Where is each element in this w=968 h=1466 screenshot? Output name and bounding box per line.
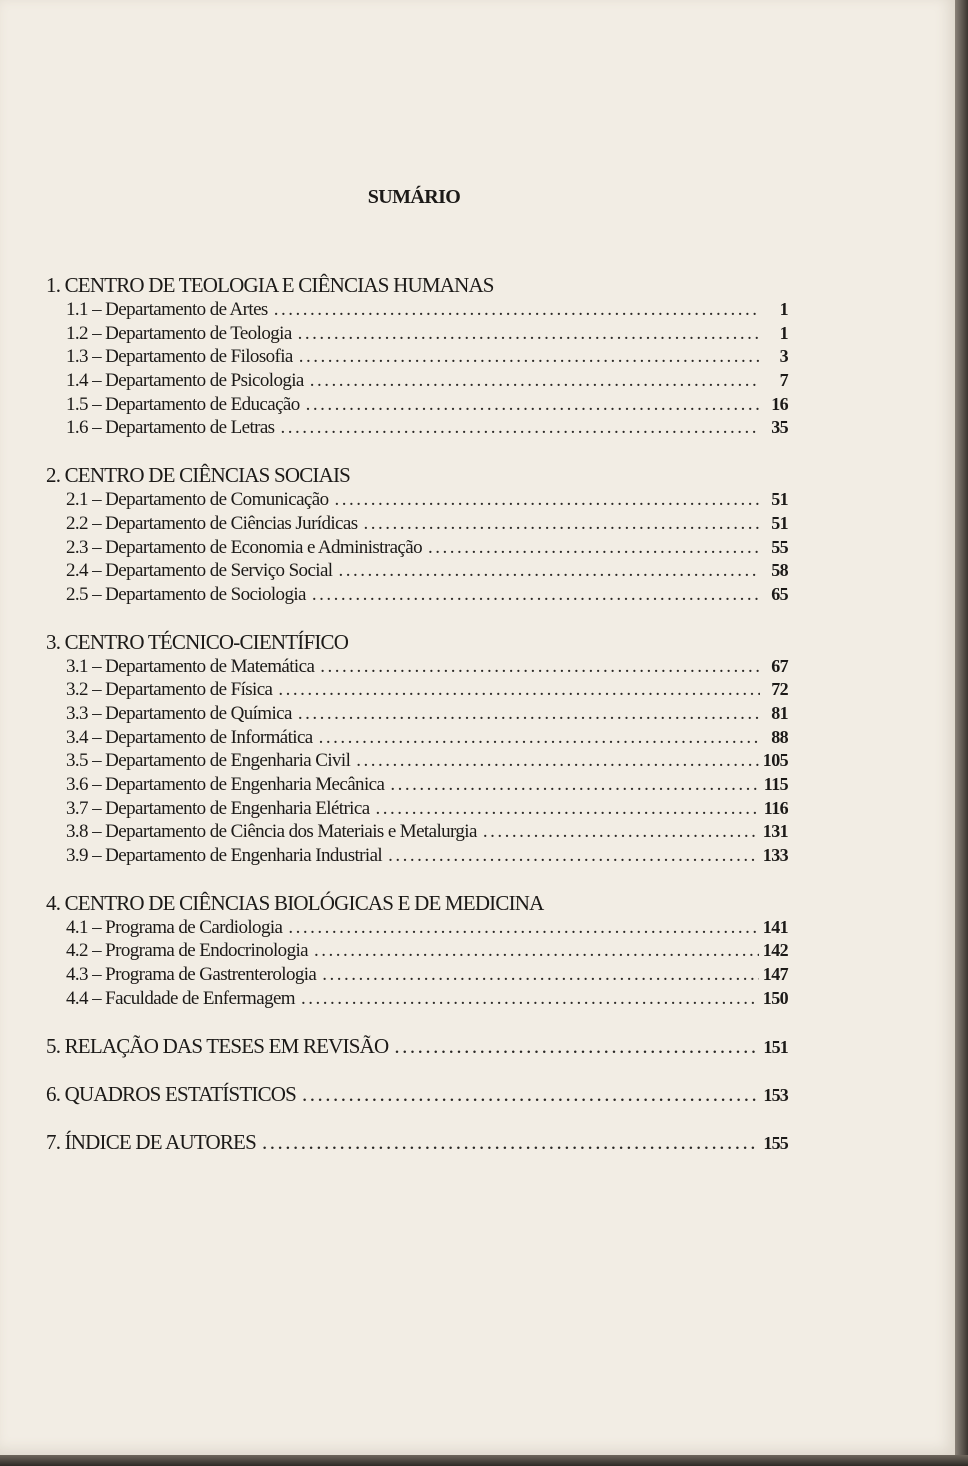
page-title: SUMÁRIO xyxy=(367,186,461,208)
entry-label: 2.2 – Departamento de Ciências Jurídicas xyxy=(66,512,358,534)
dot-leader xyxy=(262,1129,759,1155)
entry-page-number: 155 xyxy=(763,1132,788,1153)
toc-entry xyxy=(46,797,788,821)
dot-leader xyxy=(428,536,760,560)
entry-page-number: 51 xyxy=(771,489,788,510)
toc-entry xyxy=(46,1081,788,1107)
entry-label: 2.5 – Departamento de Sociologia xyxy=(66,583,306,605)
entry-label: 4.3 – Programa de Gastrenterologia xyxy=(66,964,317,986)
page-edge-right xyxy=(955,0,968,1466)
toc-entry xyxy=(46,416,788,440)
entry-page-number: 88 xyxy=(771,726,788,747)
dot-leader xyxy=(319,726,760,750)
toc-section xyxy=(46,1129,788,1155)
toc-entry xyxy=(46,345,788,369)
toc-entry xyxy=(46,773,788,797)
entry-page-number: 142 xyxy=(762,940,788,961)
toc-section xyxy=(46,272,788,440)
dot-leader xyxy=(334,488,760,512)
toc-entry xyxy=(46,369,788,393)
dot-leader xyxy=(320,655,760,679)
toc-section xyxy=(46,890,788,1011)
dot-leader xyxy=(322,963,759,987)
dot-leader xyxy=(302,1081,759,1107)
dot-leader xyxy=(288,916,758,940)
entry-page-number: 3 xyxy=(779,346,788,367)
entry-label: 3.3 – Departamento de Química xyxy=(66,702,292,724)
toc-entry xyxy=(46,559,788,583)
entry-page-number: 51 xyxy=(771,512,788,533)
entry-label: 2.4 – Departamento de Serviço Social xyxy=(66,560,333,582)
entry-label: 4.2 – Programa de Endocrinologia xyxy=(66,940,308,962)
dot-leader xyxy=(483,820,759,844)
toc-entry xyxy=(46,322,788,346)
toc-entry xyxy=(46,488,788,512)
toc-section xyxy=(46,462,788,606)
entry-label: 3.5 – Departamento de Engenharia Civil xyxy=(66,750,351,772)
section-heading: 4. CENTRO DE CIÊNCIAS BIOLÓGICAS E DE MEDICINA xyxy=(46,890,544,915)
entry-label: 3.7 – Departamento de Engenharia Elétrica xyxy=(66,797,370,819)
toc-entry xyxy=(46,963,788,987)
entry-page-number: 1 xyxy=(779,299,788,319)
entry-page-number: 16 xyxy=(771,393,788,414)
dot-leader xyxy=(278,678,760,702)
entry-page-number: 153 xyxy=(763,1084,788,1105)
toc-entry xyxy=(46,655,788,679)
dot-leader xyxy=(312,583,760,607)
section-heading: 2. CENTRO DE CIÊNCIAS SOCIAIS xyxy=(46,463,351,488)
entry-page-number: 115 xyxy=(763,774,788,794)
dot-leader xyxy=(310,369,760,393)
entry-page-number: 150 xyxy=(762,987,788,1008)
entry-label: 7. ÍNDICE DE AUTORES xyxy=(46,1129,256,1154)
toc-entry xyxy=(46,726,788,750)
toc-entry xyxy=(46,844,788,868)
dot-leader xyxy=(314,939,759,963)
table-of-contents xyxy=(46,272,788,1177)
toc-section xyxy=(46,1033,788,1059)
toc-entry xyxy=(46,583,788,607)
entry-label: 1.2 – Departamento de Teologia xyxy=(66,322,292,344)
entry-page-number: 55 xyxy=(771,536,788,557)
toc-entry xyxy=(46,1129,788,1155)
entry-page-number: 151 xyxy=(763,1036,788,1057)
entry-page-number: 72 xyxy=(771,679,788,700)
entry-label: 1.4 – Departamento de Psicologia xyxy=(66,370,304,392)
entry-page-number: 131 xyxy=(762,821,788,842)
toc-entry xyxy=(46,916,788,940)
toc-entry xyxy=(46,987,788,1011)
dot-leader xyxy=(388,844,759,868)
entry-label: 1.3 – Departamento de Filosofia xyxy=(66,346,293,368)
toc-entry xyxy=(46,678,788,702)
toc-entry xyxy=(46,298,788,322)
entry-label: 3.2 – Departamento de Física xyxy=(66,679,273,701)
section-heading: 1. CENTRO DE TEOLOGIA E CIÊNCIAS HUMANAS xyxy=(46,273,494,297)
dot-leader xyxy=(338,559,760,583)
dot-leader xyxy=(274,298,760,322)
entry-page-number: 35 xyxy=(771,417,788,438)
entry-page-number: 65 xyxy=(771,583,788,604)
dot-leader xyxy=(299,345,760,369)
entry-label: 1.6 – Departamento de Letras xyxy=(66,417,275,439)
entry-label: 3.1 – Departamento de Matemática xyxy=(66,655,315,677)
entry-label: 2.3 – Departamento de Economia e Administração xyxy=(66,536,422,558)
dot-leader xyxy=(306,393,760,417)
entry-page-number: 105 xyxy=(762,750,788,771)
entry-page-number: 67 xyxy=(771,655,788,676)
dot-leader xyxy=(376,797,760,821)
entry-label: 6. QUADROS ESTATÍSTICOS xyxy=(46,1081,297,1106)
entry-label: 2.1 – Departamento de Comunicação xyxy=(66,489,329,511)
entry-page-number: 133 xyxy=(762,845,788,866)
entry-label: 3.8 – Departamento de Ciência dos Materiais e Metalurgia xyxy=(66,821,477,843)
toc-entry xyxy=(46,536,788,560)
entry-label: 3.9 – Departamento de Engenharia Industrial xyxy=(66,845,383,867)
dot-leader xyxy=(390,773,759,797)
dot-leader xyxy=(356,749,759,773)
entry-page-number: 1 xyxy=(779,322,788,343)
entry-page-number: 81 xyxy=(771,702,788,723)
entry-page-number: 147 xyxy=(762,964,788,985)
toc-section xyxy=(46,629,788,868)
dot-leader xyxy=(280,416,760,440)
dot-leader xyxy=(298,322,760,346)
entry-label: 1.1 – Departamento de Artes xyxy=(66,299,268,320)
toc-entry xyxy=(46,820,788,844)
toc-entry xyxy=(46,393,788,417)
toc-entry xyxy=(46,939,788,963)
dot-leader xyxy=(394,1033,759,1059)
entry-page-number: 58 xyxy=(771,560,788,581)
toc-section xyxy=(46,1081,788,1107)
entry-label: 4.4 – Faculdade de Enfermagem xyxy=(66,987,295,1009)
dot-leader xyxy=(364,512,760,536)
toc-entry xyxy=(46,512,788,536)
section-heading: 3. CENTRO TÉCNICO-CIENTÍFICO xyxy=(46,629,349,654)
entry-label: 4.1 – Programa de Cardiologia xyxy=(66,916,283,938)
entry-page-number: 141 xyxy=(762,916,788,937)
entry-label: 3.4 – Departamento de Informática xyxy=(66,726,313,748)
toc-entry xyxy=(46,702,788,726)
entry-page-number: 116 xyxy=(763,797,788,818)
entry-page-number: 7 xyxy=(779,370,788,391)
toc-entry xyxy=(46,749,788,773)
entry-label: 1.5 – Departamento de Educação xyxy=(66,393,300,415)
page-edge-bottom xyxy=(0,1455,968,1466)
entry-label: 5. RELAÇÃO DAS TESES EM REVISÃO xyxy=(46,1033,389,1058)
dot-leader xyxy=(298,702,760,726)
entry-label: 3.6 – Departamento de Engenharia Mecânica xyxy=(66,774,385,795)
dot-leader xyxy=(301,987,759,1011)
toc-entry xyxy=(46,1033,788,1059)
